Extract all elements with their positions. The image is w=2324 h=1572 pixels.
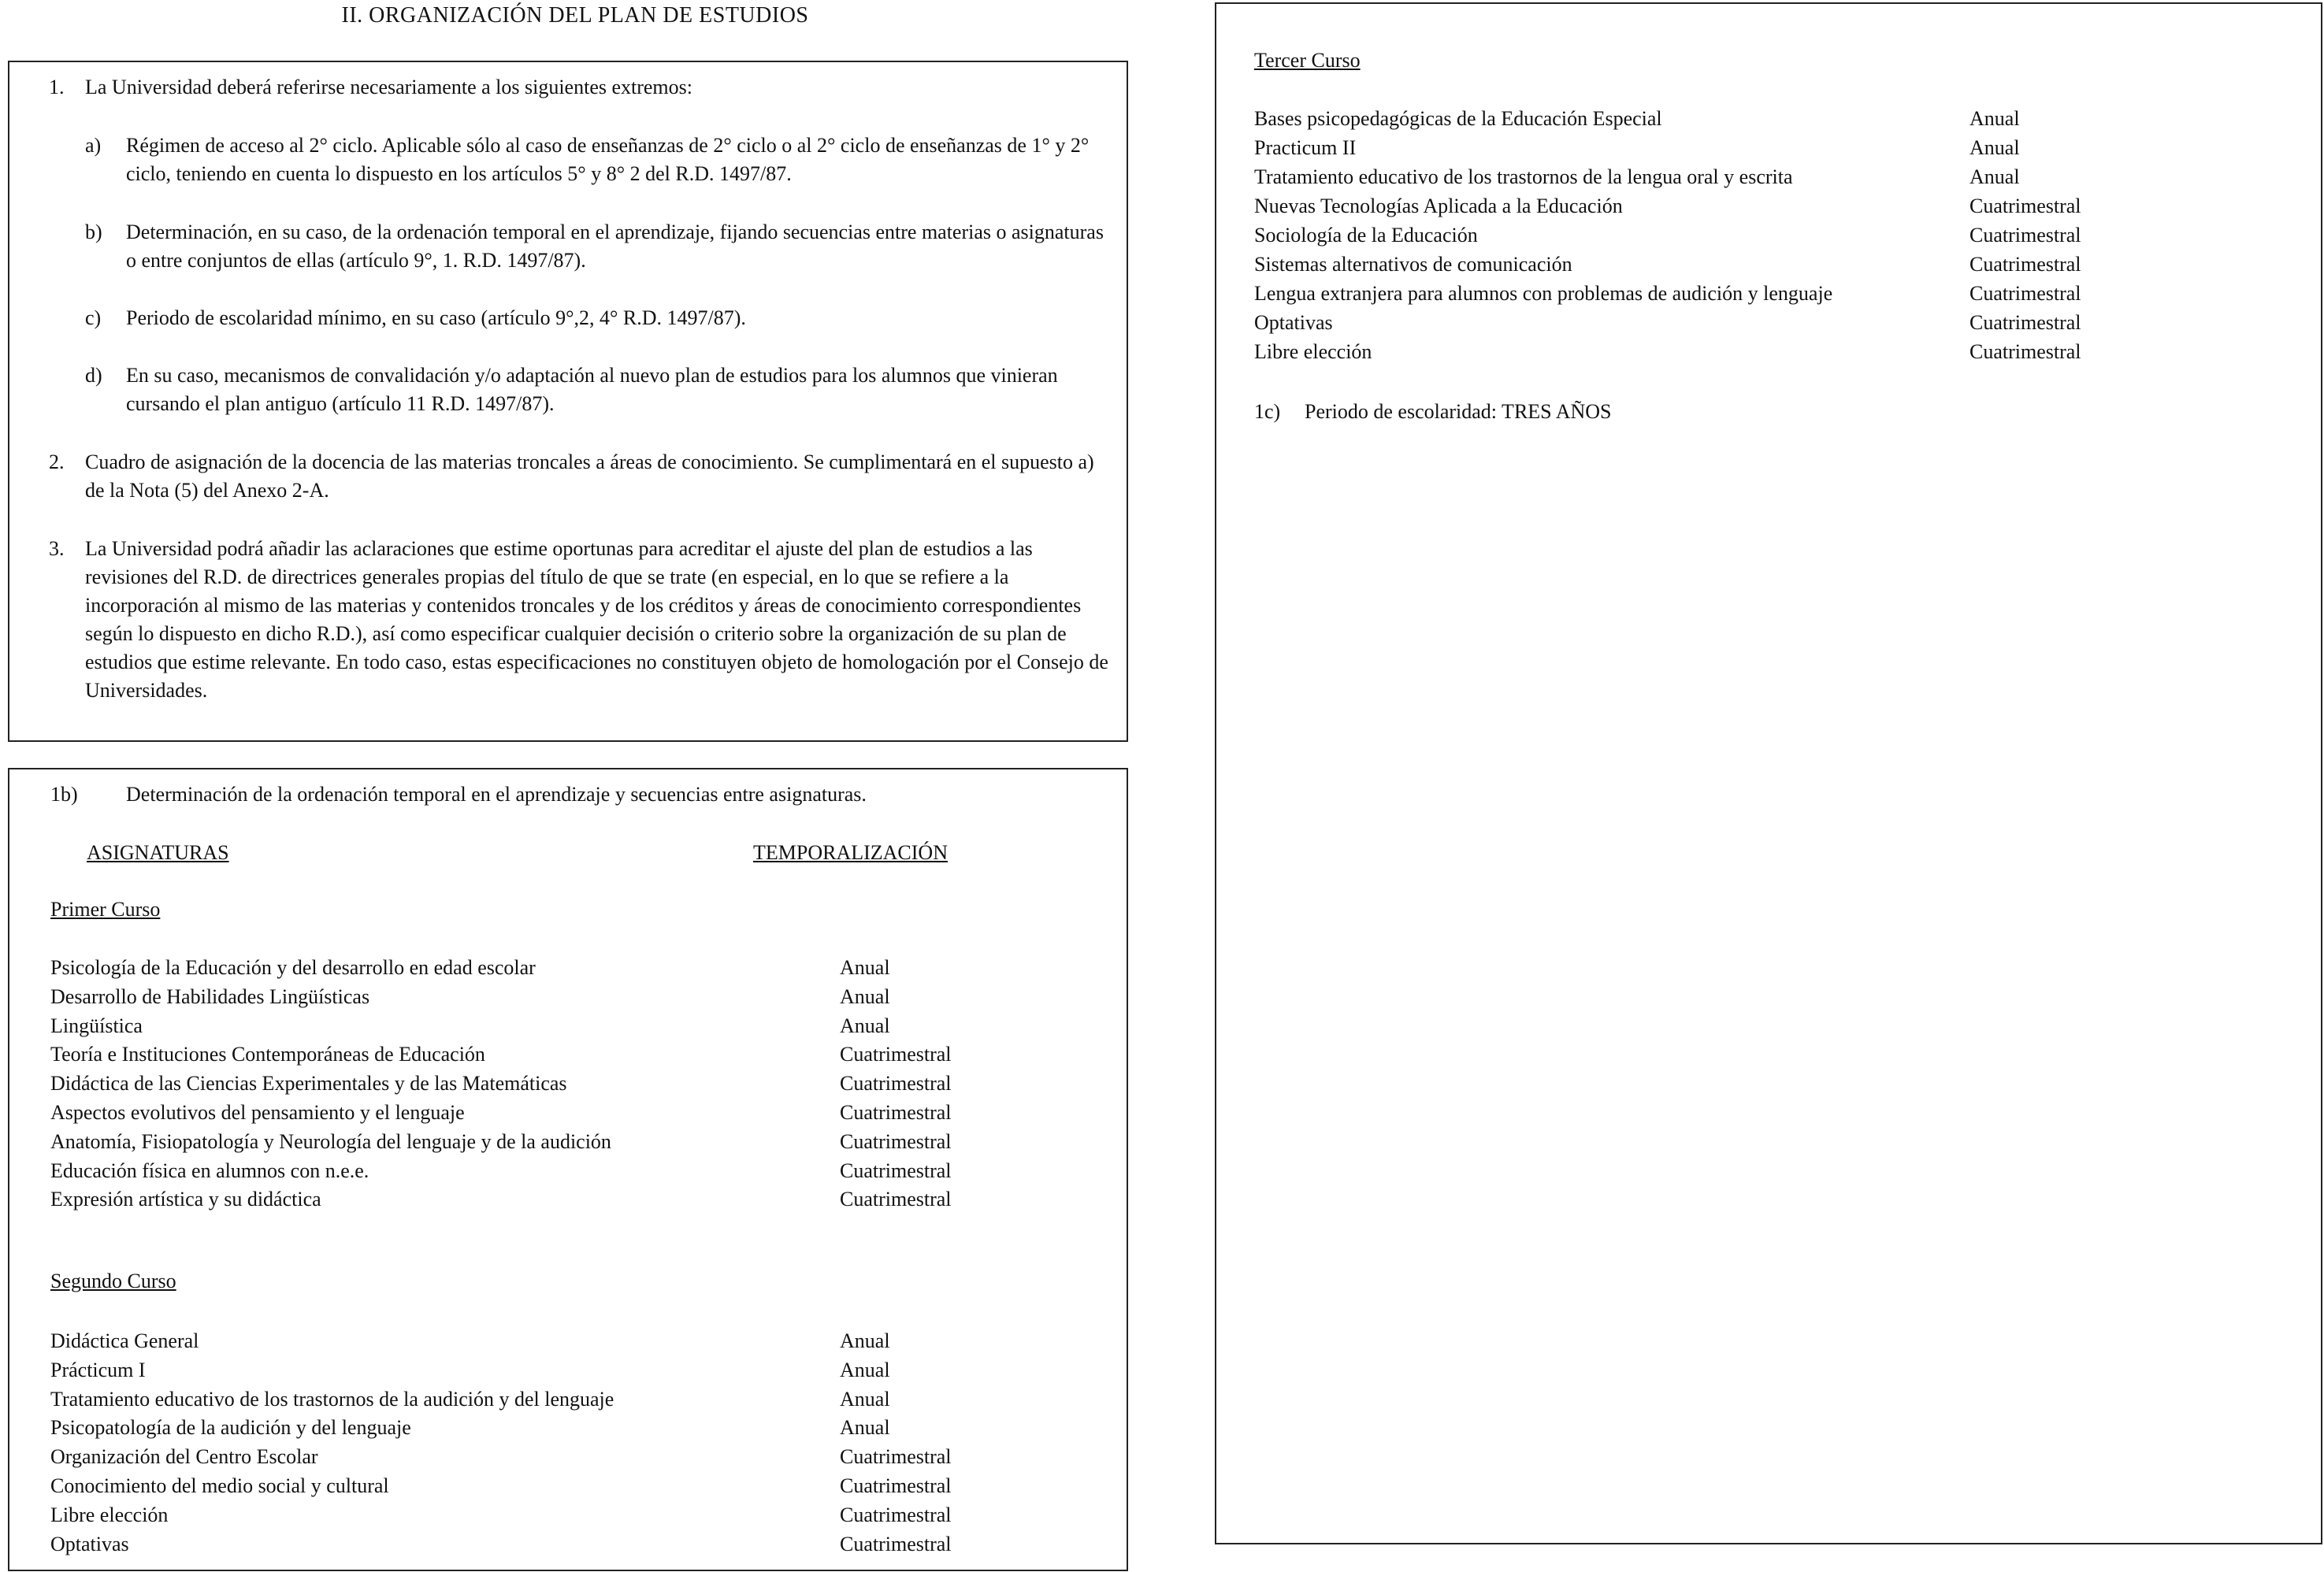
subject-name: Conocimiento del medio social y cultural: [50, 1474, 389, 1497]
subject-name: Tratamiento educativo de los trastornos de la audición y del lenguaje: [50, 1387, 614, 1411]
subject-timing: Cuatrimestral: [840, 1159, 952, 1182]
item-a-text: Régimen de acceso al 2° ciclo. Aplicable sólo al caso de enseñanzas de 2° ciclo o al 2° ciclo de enseñanzas de 1° y 2° ciclo, teniendo en cuenta lo dispuesto en los artículos 5° y 8° 2 del R.D. 1497/87.: [126, 134, 1090, 185]
subject-name: Practicum II: [1254, 136, 1357, 159]
item-d-label: d): [85, 364, 102, 387]
subject-name: Didáctica de las Ciencias Experimentales y de las Matemáticas: [50, 1072, 567, 1096]
subject-timing: Anual: [1969, 136, 2020, 159]
subject-timing: Cuatrimestral: [1969, 195, 2081, 217]
subject-name: Educación física en alumnos con n.e.e.: [50, 1159, 369, 1182]
requirements-box: [8, 61, 1128, 742]
subject-timing: Cuatrimestral: [840, 1503, 952, 1526]
item-3-number: 3.: [49, 537, 65, 560]
subject-name: Libre elección: [50, 1503, 169, 1526]
page-title: II. ORGANIZACIÓN DEL PLAN DE ESTUDIOS: [341, 3, 809, 28]
subject-name: Libre elección: [1254, 340, 1372, 363]
subject-timing: Cuatrimestral: [840, 1445, 952, 1469]
subject-timing: Cuatrimestral: [1969, 311, 2081, 334]
tercer-curso-box: [1215, 2, 2322, 1544]
subject-timing: Cuatrimestral: [1969, 224, 2081, 247]
item-d-text: En su caso, mecanismos de convalidación y/o adaptación al nuevo plan de estudios para los alumnos que vinieran cursando el plan antiguo (artículo 11 R.D. 1497/87).: [126, 364, 1058, 415]
subject-timing: Cuatrimestral: [840, 1043, 952, 1066]
subject-name: Bases psicopedagógicas de la Educación Especial: [1254, 107, 1662, 130]
subject-timing: Cuatrimestral: [840, 1474, 952, 1497]
subject-timing: Cuatrimestral: [840, 1188, 952, 1211]
item-b-text: Determinación, en su caso, de la ordenación temporal en el aprendizaje, fijando secuencias entre materias o asignaturas o entre conjuntos de ellas (artículo 9°, 1. R.D. 1497/87).: [126, 221, 1104, 272]
subject-timing: Cuatrimestral: [1969, 253, 2081, 276]
subject-timing: Anual: [840, 956, 890, 979]
subject-timing: Anual: [840, 984, 890, 1008]
section-1c-label: 1c): [1254, 400, 1281, 423]
subject-timing: Cuatrimestral: [840, 1129, 952, 1153]
subject-name: Optativas: [1254, 311, 1333, 334]
subject-name: Lingüística: [50, 1014, 143, 1037]
subject-name: Sociología de la Educación: [1254, 224, 1478, 247]
segundo-curso-heading: Segundo Curso: [50, 1270, 176, 1292]
subject-name: Lengua extranjera para alumnos con problemas de audición y lenguaje: [1254, 282, 1833, 305]
item-c-label: c): [85, 306, 102, 329]
subject-name: Teoría e Instituciones Contemporáneas de Educación: [50, 1043, 485, 1066]
subject-timing: Cuatrimestral: [840, 1072, 952, 1096]
column-timing-heading: TEMPORALIZACIÓN: [753, 841, 948, 864]
subject-name: Prácticum I: [50, 1358, 146, 1381]
section-1b-text: Determinación de la ordenación temporal en el aprendizaje y secuencias entre asignaturas.: [126, 783, 867, 806]
item-c-text: Periodo de escolaridad mínimo, en su caso (artículo 9°,2, 4° R.D. 1497/87).: [126, 306, 746, 329]
subject-name: Didáctica General: [50, 1329, 199, 1352]
item-1-number: 1.: [49, 76, 65, 98]
section-1c-text: Periodo de escolaridad: TRES AÑOS: [1305, 400, 1612, 423]
subject-timing: Anual: [1969, 165, 2020, 188]
item-2-number: 2.: [49, 450, 65, 473]
subject-timing: Cuatrimestral: [840, 1532, 952, 1555]
subject-timing: Cuatrimestral: [840, 1101, 952, 1124]
subject-timing: Anual: [840, 1387, 890, 1411]
subjects-box: [8, 768, 1128, 1571]
subject-name: Expresión artística y su didáctica: [50, 1188, 321, 1211]
subject-name: Sistemas alternativos de comunicación: [1254, 253, 1572, 276]
tercer-curso-heading: Tercer Curso: [1254, 49, 1361, 72]
subject-timing: Anual: [840, 1329, 890, 1352]
subject-name: Desarrollo de Habilidades Lingüísticas: [50, 984, 370, 1008]
subject-name: Psicopatología de la audición y del lenguaje: [50, 1416, 411, 1440]
item-1-text: La Universidad deberá referirse necesariamente a los siguientes extremos:: [85, 76, 692, 98]
section-1b-label: 1b): [50, 783, 78, 806]
subject-name: Tratamiento educativo de los trastornos de la lengua oral y escrita: [1254, 165, 1793, 188]
subject-name: Aspectos evolutivos del pensamiento y el lenguaje: [50, 1101, 465, 1124]
subject-timing: Anual: [840, 1014, 890, 1037]
subject-name: Optativas: [50, 1532, 129, 1555]
subject-timing: Cuatrimestral: [1969, 340, 2081, 363]
subject-name: Organización del Centro Escolar: [50, 1445, 318, 1469]
item-b-label: b): [85, 221, 102, 243]
item-a-label: a): [85, 134, 102, 157]
subject-name: Psicología de la Educación y del desarrollo en edad escolar: [50, 956, 536, 979]
item-3-text: La Universidad podrá añadir las aclaraciones que estime oportunas para acreditar el ajuste del plan de estudios a las revisiones del R.D. de directrices generales propias del título de que se trate (en especial, en lo que se refiere a la incorporación al mismo de las materias y contenidos troncales y de los créditos y áreas de conocimiento correspondientes según lo dispuesto en dicho R.D.), así como especificar cualquier decisión o criterio sobre la organización de su plan de estudios que estime relevante. En todo caso, estas especificaciones no constituyen objeto de homologación por el Consejo de Universidades.: [85, 537, 1108, 702]
subject-timing: Anual: [840, 1416, 890, 1440]
subject-timing: Cuatrimestral: [1969, 282, 2081, 305]
subject-name: Nuevas Tecnologías Aplicada a la Educación: [1254, 195, 1623, 217]
subject-name: Anatomía, Fisiopatología y Neurología del lenguaje y de la audición: [50, 1129, 611, 1153]
column-subjects-heading: ASIGNATURAS: [87, 841, 229, 864]
subject-timing: Anual: [840, 1358, 890, 1381]
subject-timing: Anual: [1969, 107, 2020, 130]
item-2-text: Cuadro de asignación de la docencia de las materias troncales a áreas de conocimiento. Se cumplimentará en el supuesto a) de la Nota (5) del Anexo 2-A.: [85, 450, 1094, 502]
primer-curso-heading: Primer Curso: [50, 898, 161, 921]
